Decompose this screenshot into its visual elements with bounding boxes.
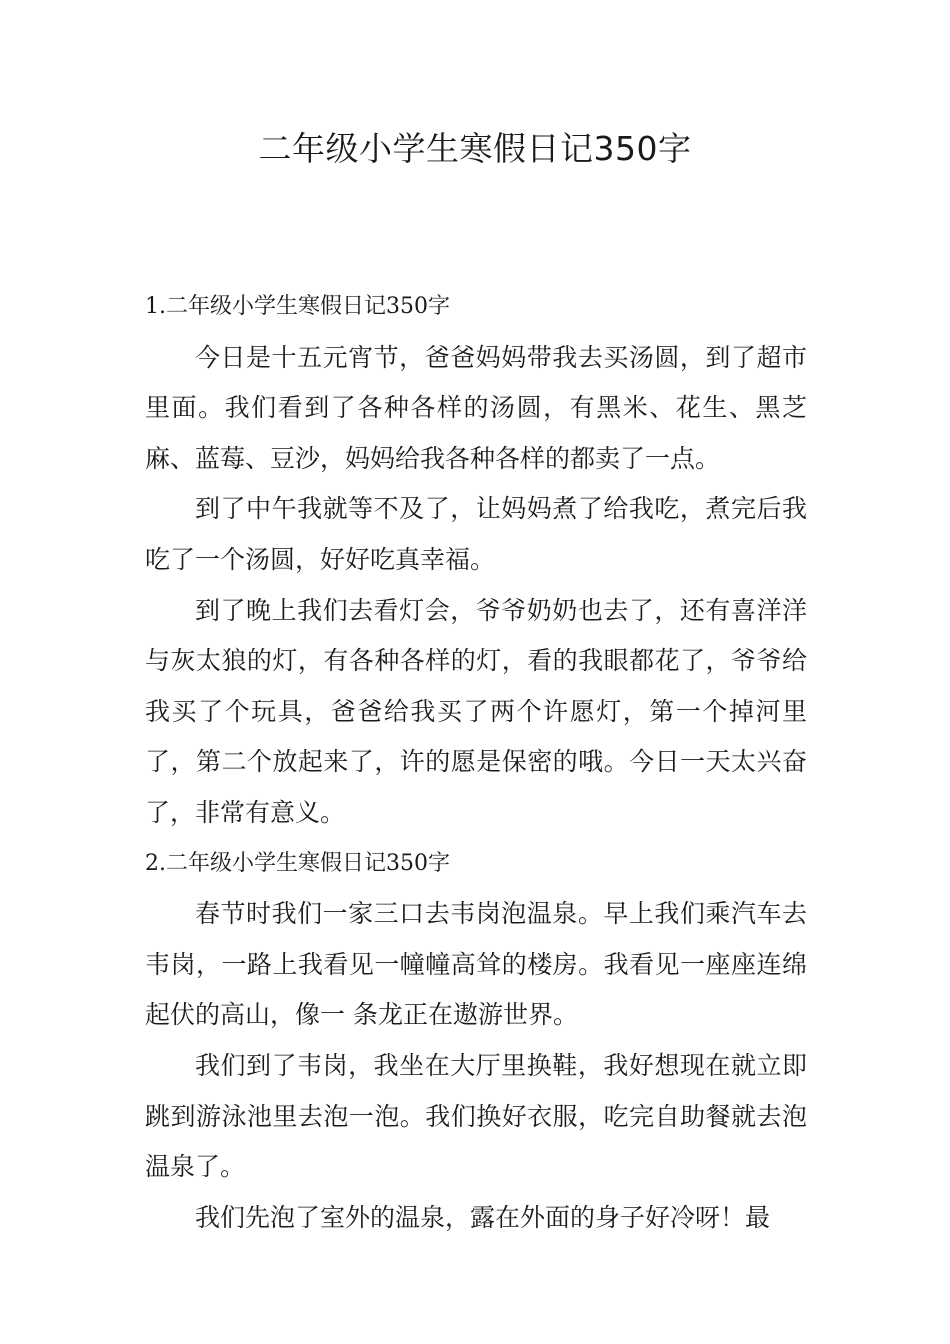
section-heading: 1.二年级小学生寒假日记350字 [145,294,450,319]
paragraph: 我们到了韦岗，我坐在大厅里换鞋，我好想现在就立即跳到游泳池里去泡一泡。我们换好衣服，吃完自助餐就去泡温泉了。 [145,1050,807,1182]
document-title: 二年级小学生寒假日记350字 [258,129,692,168]
section-2 [145,839,807,1244]
document-body [145,282,807,1243]
section-1 [145,282,807,839]
paragraph: 到了中午我就等不及了，让妈妈煮了给我吃，煮完后我吃了一个汤圆，好好吃真幸福。 [145,494,807,574]
paragraph: 今日是十五元宵节，爸爸妈妈带我去买汤圆，到了超市里面。我们看到了各种各样的汤圆，有黑米、花生、黑芝麻、蓝莓、豆沙，妈妈给我各种各样的都卖了一点。 [145,342,807,473]
paragraph: 春节时我们一家三口去韦岗泡温泉。早上我们乘汽车去韦岗，一路上我看见一幢幢高耸的楼房。我看见一座座连绵起伏的高山，像一 条龙正在遨游世界。 [145,899,807,1030]
paragraph: 到了晚上我们去看灯会，爷爷奶奶也去了，还有喜洋洋与灰太狼的灯，有各种各样的灯，看的我眼都花了，爷爷给我买了个玩具，爸爸给我买了两个许愿灯，第一个掉河里了，第二个放起来了，许的愿是保密的哦。今日一天太兴奋了，非常有意义。 [145,595,807,827]
section-heading: 2.二年级小学生寒假日记350字 [145,850,450,876]
paragraph: 我们先泡了室外的温泉，露在外面的身子好冷呀！最 [195,1202,771,1232]
